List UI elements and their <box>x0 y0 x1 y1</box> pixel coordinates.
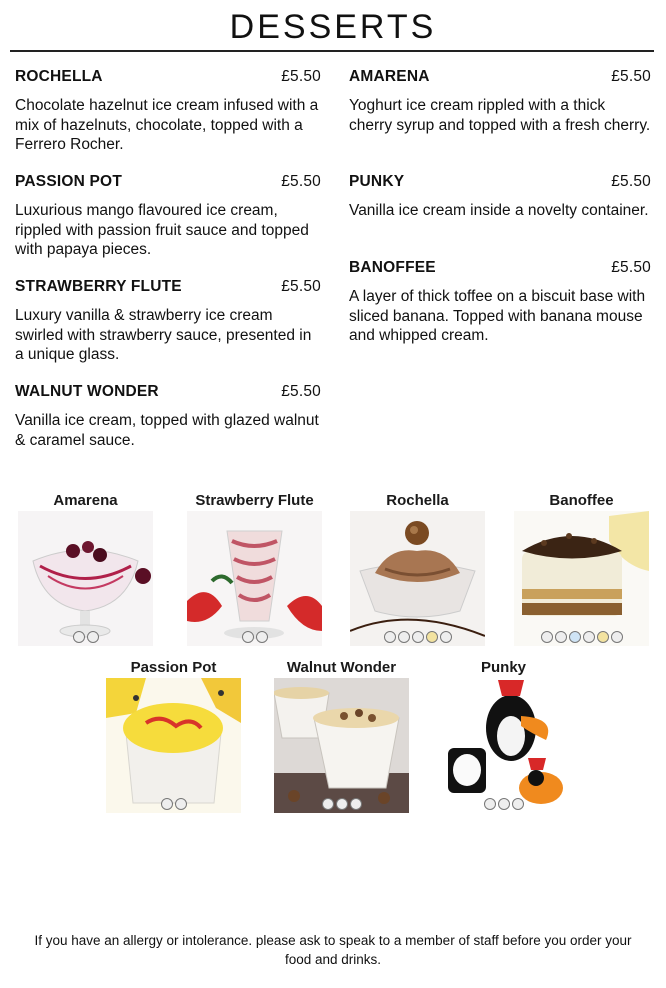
photo-caption: Strawberry Flute <box>195 492 314 509</box>
item-price: £5.50 <box>281 68 321 85</box>
menu-item-rochella <box>15 68 321 155</box>
photo-card-amarena <box>18 492 153 646</box>
photo-caption: Punky <box>480 659 526 676</box>
item-description: Vanilla ice cream inside a novelty container. <box>349 202 649 219</box>
item-name: PUNKY <box>349 173 405 190</box>
allergen-icons <box>350 631 485 643</box>
punky-photo <box>436 678 571 813</box>
menu-item-walnut-wonder <box>15 383 321 450</box>
item-price: £5.50 <box>281 173 321 190</box>
banoffee-photo <box>514 511 649 646</box>
menu-item-punky <box>349 173 651 221</box>
item-price: £5.50 <box>611 259 651 276</box>
allergen-icons <box>436 798 571 810</box>
item-description: Vanilla ice cream, topped with glazed walnut & caramel sauce. <box>15 412 319 449</box>
item-name: BANOFFEE <box>349 259 436 276</box>
item-name: AMARENA <box>349 68 430 85</box>
allergy-notice: If you have an allergy or intolerance. please ask to speak to a member of staff before you order your food and drinks. <box>34 933 632 967</box>
allergen-icons <box>514 631 649 643</box>
item-description: A layer of thick toffee on a biscuit base with sliced banana. Topped with banana mouse and whipped cream. <box>349 288 646 344</box>
menu-item-passion-pot <box>15 173 321 260</box>
photo-card-rochella <box>350 492 485 646</box>
allergen-icons <box>106 798 241 810</box>
item-name: STRAWBERRY FLUTE <box>15 278 182 295</box>
item-description: Chocolate hazelnut ice cream infused with a mix of hazelnuts, chocolate, topped with a Ferrero Rocher. <box>15 97 319 153</box>
allergen-icons <box>274 798 409 810</box>
item-price: £5.50 <box>281 278 321 295</box>
menu-item-banoffee <box>349 259 651 346</box>
photo-card-walnut-wonder <box>274 659 409 813</box>
photo-caption: Passion Pot <box>130 659 217 676</box>
item-name: WALNUT WONDER <box>15 383 159 400</box>
amarena-photo <box>18 511 153 646</box>
allergen-icons <box>187 631 322 643</box>
page-title: DESSERTS <box>229 8 437 46</box>
menu-item-amarena <box>349 68 651 135</box>
rochella-photo <box>350 511 485 646</box>
item-name: ROCHELLA <box>15 68 103 85</box>
photo-caption: Walnut Wonder <box>286 659 397 676</box>
photo-card-punky <box>436 659 571 813</box>
photo-card-passion-pot <box>106 659 241 813</box>
title-divider <box>10 50 654 52</box>
item-price: £5.50 <box>611 173 651 190</box>
menu-item-strawberry-flute <box>15 278 321 365</box>
item-description: Luxurious mango flavoured ice cream, rippled with passion fruit sauce and topped with papaya pieces. <box>15 202 309 258</box>
photo-caption: Banoffee <box>549 492 614 509</box>
item-description: Yoghurt ice cream rippled with a thick cherry syrup and topped with a fresh cherry. <box>349 97 651 134</box>
item-name: PASSION POT <box>15 173 122 190</box>
walnut-wonder-photo <box>274 678 409 813</box>
strawberry-flute-photo <box>187 511 322 646</box>
photo-card-banoffee <box>514 492 649 646</box>
photo-card-strawberry-flute <box>187 492 322 646</box>
passion-pot-photo <box>106 678 241 813</box>
item-price: £5.50 <box>611 68 651 85</box>
allergen-icons <box>18 631 153 643</box>
photo-caption: Rochella <box>386 492 449 509</box>
item-description: Luxury vanilla & strawberry ice cream swirled with strawberry sauce, presented in a unique glass. <box>15 307 312 363</box>
photo-caption: Amarena <box>53 492 118 509</box>
item-price: £5.50 <box>281 383 321 400</box>
